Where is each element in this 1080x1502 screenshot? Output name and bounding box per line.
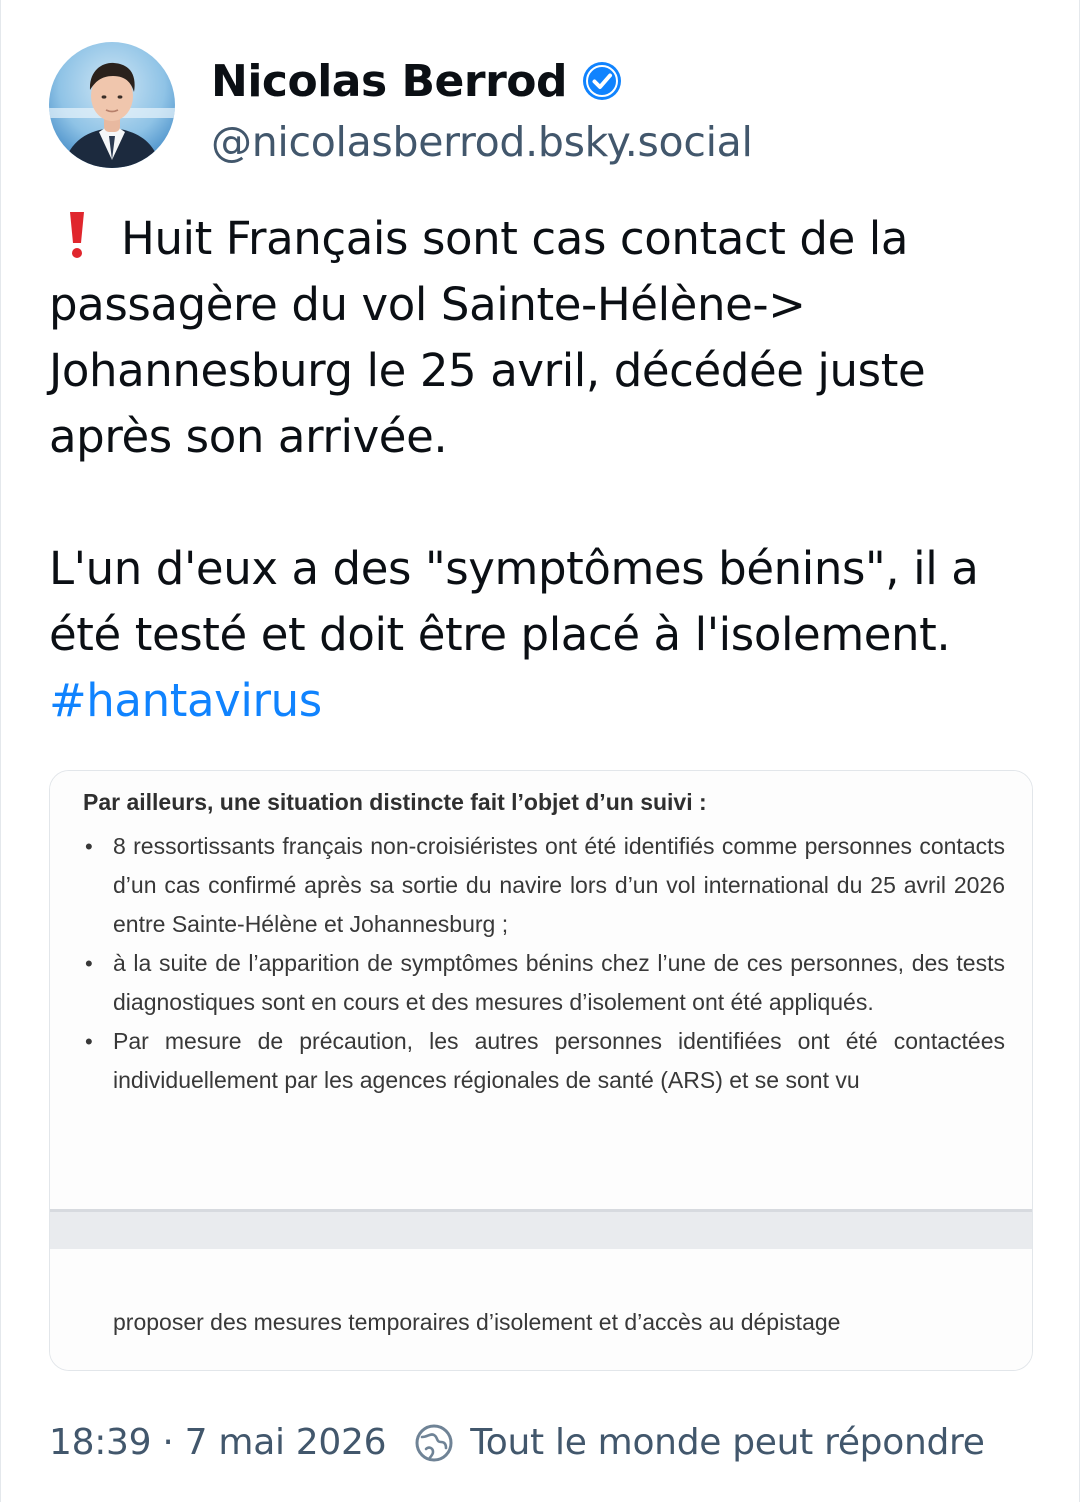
author-names (211, 50, 753, 166)
document-bullet-item (83, 1022, 1005, 1100)
post-paragraph-2 (49, 536, 1039, 734)
post-paragraph-1 (49, 206, 1039, 470)
paragraph-gap (49, 470, 1039, 536)
embedded-image[interactable] (49, 770, 1033, 1371)
document-heading: Par ailleurs, une situation distincte fait l’objet d’un suivi : (83, 789, 707, 815)
reply-setting-label[interactable]: Tout le monde peut répondre (470, 1422, 985, 1463)
hashtag-link[interactable]: #hantavirus (49, 674, 322, 727)
document-bullet-text: à la suite de l’apparition de symptômes bénins chez l’une de ces personnes, des tests diagnostiques sont en cours et des mesures d’isolement ont été appliqués. (113, 950, 1005, 1015)
post-header (49, 42, 753, 168)
bullet-marker: • (85, 951, 93, 976)
display-name[interactable]: Nicolas Berrod (211, 55, 567, 107)
red-exclamation-mark-icon (63, 210, 91, 260)
post-paragraph-2-text: L'un d'eux a des "symptômes bénins", il a été testé et doit être placé à l'isolement. (49, 542, 979, 661)
display-name-row (211, 50, 753, 112)
bullet-marker: • (85, 1029, 93, 1054)
document-bullet-list (83, 827, 1005, 1100)
avatar-photo (49, 42, 175, 168)
document-bullet-item (83, 827, 1005, 944)
post-timestamp[interactable]: 18:39 · 7 mai 2026 (49, 1422, 387, 1463)
document-bullet-item (83, 944, 1005, 1022)
document-bullet-text: 8 ressortissants français non-croisiéristes ont été identifiés comme personnes contacts d’un cas confirmé après sa sortie du navire lors d’un vol international du 25 avril 2026 entre Sainte-Hélène et Johannesburg ; (113, 833, 1005, 937)
everyone-can-reply-icon (414, 1423, 454, 1463)
author-handle[interactable]: @nicolasberrod.bsky.social (211, 118, 753, 166)
verified-check-icon[interactable] (581, 60, 623, 102)
post-footer (49, 1422, 985, 1463)
document-continuation (50, 1249, 1033, 1371)
bullet-marker: • (85, 834, 93, 859)
document-bullet-text: Par mesure de précaution, les autres personnes identifiées ont été contactées individuellement par les agences régionales de santé (ARS) et se sont vu (113, 1028, 1005, 1093)
post-text (49, 206, 1039, 734)
post-paragraph-1-text: Huit Français sont cas contact de la passagère du vol Sainte-Hélène-> Johannesburg le 25 avril, décédée juste après son arrivée. (49, 212, 926, 463)
document-continuation-text: proposer des mesures temporaires d’isolement et d’accès au dépistage (113, 1309, 841, 1335)
document-excerpt (50, 771, 1033, 1209)
avatar[interactable] (49, 42, 175, 168)
page-break-band (50, 1209, 1033, 1249)
